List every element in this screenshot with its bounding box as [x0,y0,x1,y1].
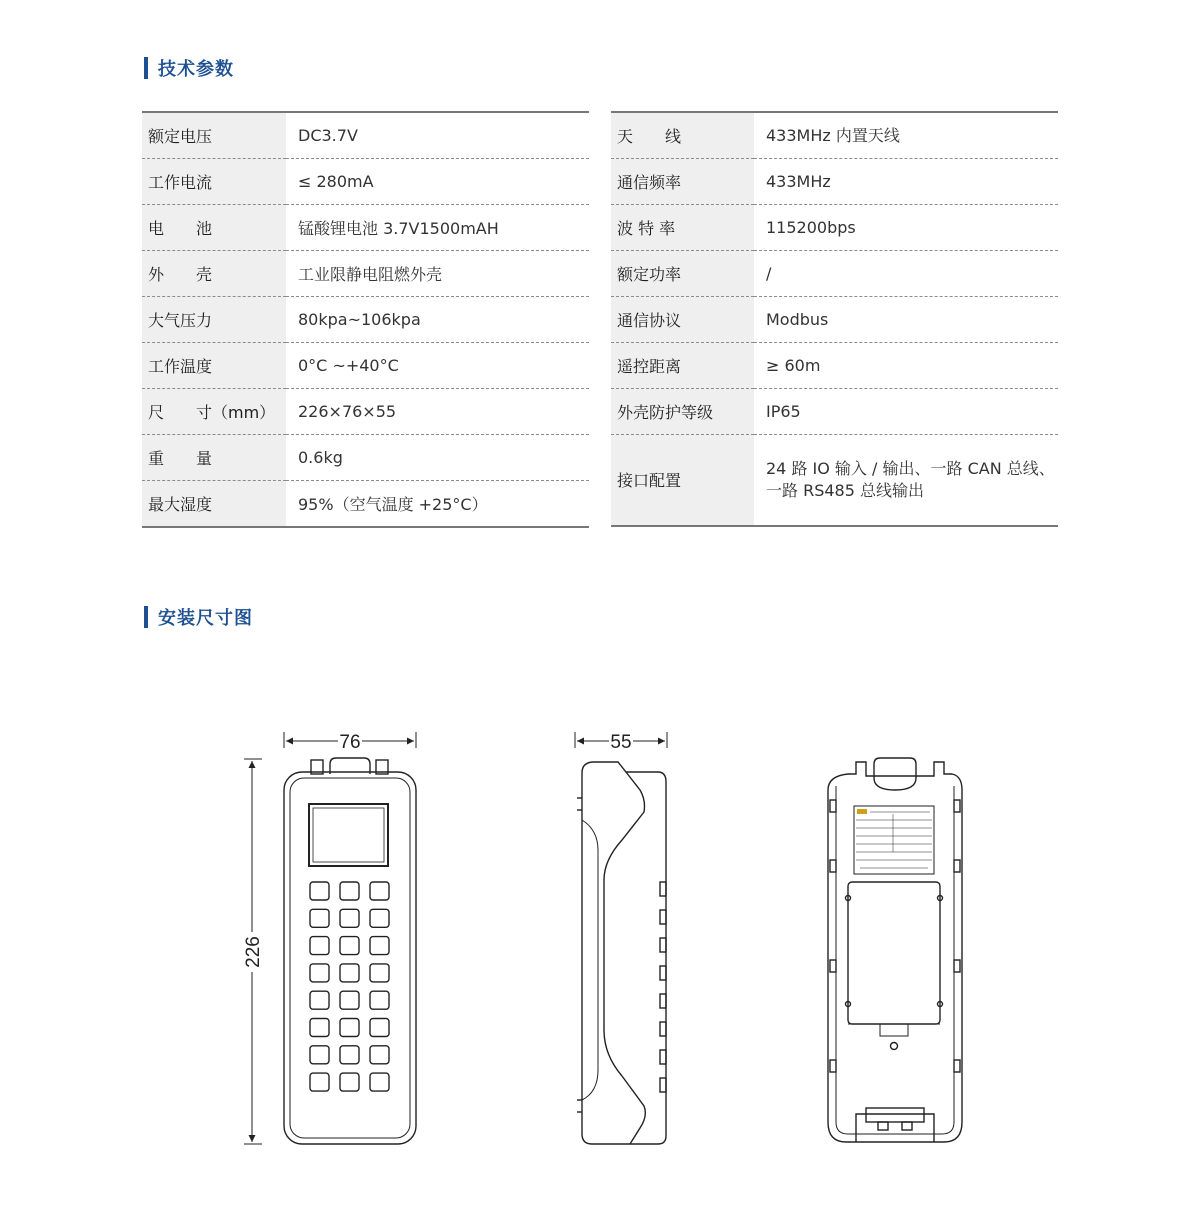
table-row [611,159,1058,205]
spec-key: 接口配置 [611,435,754,526]
keypad-key [370,937,389,955]
spec-key: 通信协议 [611,297,754,343]
spec-key: 天 线 [611,112,754,159]
keypad-key [310,882,329,900]
installation-drawings [0,700,1200,1160]
table-row [611,389,1058,435]
table-row [611,251,1058,297]
spec-key: 重 量 [142,435,286,481]
keypad-key [370,991,389,1009]
table-row [142,481,589,528]
dim-label-depth: 55 [610,732,632,753]
keypad-key [310,991,329,1009]
section-title-text: 安装尺寸图 [158,608,253,629]
keypad-key [370,882,389,900]
spec-key: 额定功率 [611,251,754,297]
spec-value: 433MHz [754,159,1058,205]
section-title-tech-params [144,55,234,81]
spec-key: 通信频率 [611,159,754,205]
dim-label-height: 226 [243,936,264,968]
section-title-text: 技术参数 [158,59,234,80]
keypad-key [340,964,359,982]
keypad-key [340,991,359,1009]
table-row [142,343,589,389]
spec-key: 最大湿度 [142,481,286,528]
table-row [611,343,1058,389]
spec-key: 遥控距离 [611,343,754,389]
keypad-key [340,882,359,900]
spec-key: 外壳防护等级 [611,389,754,435]
table-row [142,435,589,481]
keypad-key [310,937,329,955]
spec-value: DC3.7V [286,112,589,159]
keypad-key [310,1019,329,1037]
table-row [142,297,589,343]
spec-value: / [754,251,1058,297]
spec-key: 工作电流 [142,159,286,205]
spec-key: 额定电压 [142,112,286,159]
table-row [142,112,589,159]
spec-value: 锰酸锂电池 3.7V1500mAH [286,205,589,251]
spec-value: 0°C ~+40°C [286,343,589,389]
spec-value: ≤ 280mA [286,159,589,205]
spec-value: 80kpa~106kpa [286,297,589,343]
spec-value: 226×76×55 [286,389,589,435]
keypad-key [370,1073,389,1091]
spec-key: 波 特 率 [611,205,754,251]
spec-table-left [142,111,589,528]
section-accent-bar [144,57,148,79]
keypad-key [310,964,329,982]
keypad-key [370,909,389,927]
table-row [142,251,589,297]
spec-key: 尺 寸（mm） [142,389,286,435]
table-row [611,112,1058,159]
back-view-drawing [828,758,962,1142]
keypad-key [340,1073,359,1091]
keypad-key [370,1019,389,1037]
keypad-key [340,1019,359,1037]
keypad-key [310,1046,329,1064]
spec-table-right [611,111,1058,527]
spec-key: 外 壳 [142,251,286,297]
spec-value: 95%（空气温度 +25°C） [298,495,488,514]
section-title-install-dimensions [144,604,253,630]
table-row [142,389,589,435]
keypad-key [340,937,359,955]
table-row [611,435,1058,526]
spec-value: ≥ 60m [754,343,1058,389]
spec-value [754,435,1058,526]
spec-value-line2: 一路 RS485 总线输出 [766,480,924,500]
spec-value-line1: 24 路 IO 输入 / 输出、一路 CAN 总线、 [766,458,1055,478]
table-row [142,159,589,205]
spec-key: 工作温度 [142,343,286,389]
table-row [611,297,1058,343]
side-view-drawing [575,732,667,1144]
front-view-drawing [244,732,416,1144]
keypad-key [370,964,389,982]
spec-value: 0.6kg [286,435,589,481]
keypad-key [310,909,329,927]
keypad-grid [310,882,389,1091]
keypad-key [370,1046,389,1064]
dim-label-width: 76 [339,732,361,753]
table-row [142,205,589,251]
spec-value: Modbus [754,297,1058,343]
spec-key: 大气压力 [142,297,286,343]
section-accent-bar [144,606,148,628]
keypad-key [340,909,359,927]
spec-value: 115200bps [754,205,1058,251]
table-row [611,205,1058,251]
spec-value: 433MHz 内置天线 [754,112,1058,159]
keypad-key [310,1073,329,1091]
keypad-key [340,1046,359,1064]
spec-key: 电 池 [142,205,286,251]
spec-value: IP65 [754,389,1058,435]
spec-value: 工业限静电阻燃外壳 [286,251,589,297]
